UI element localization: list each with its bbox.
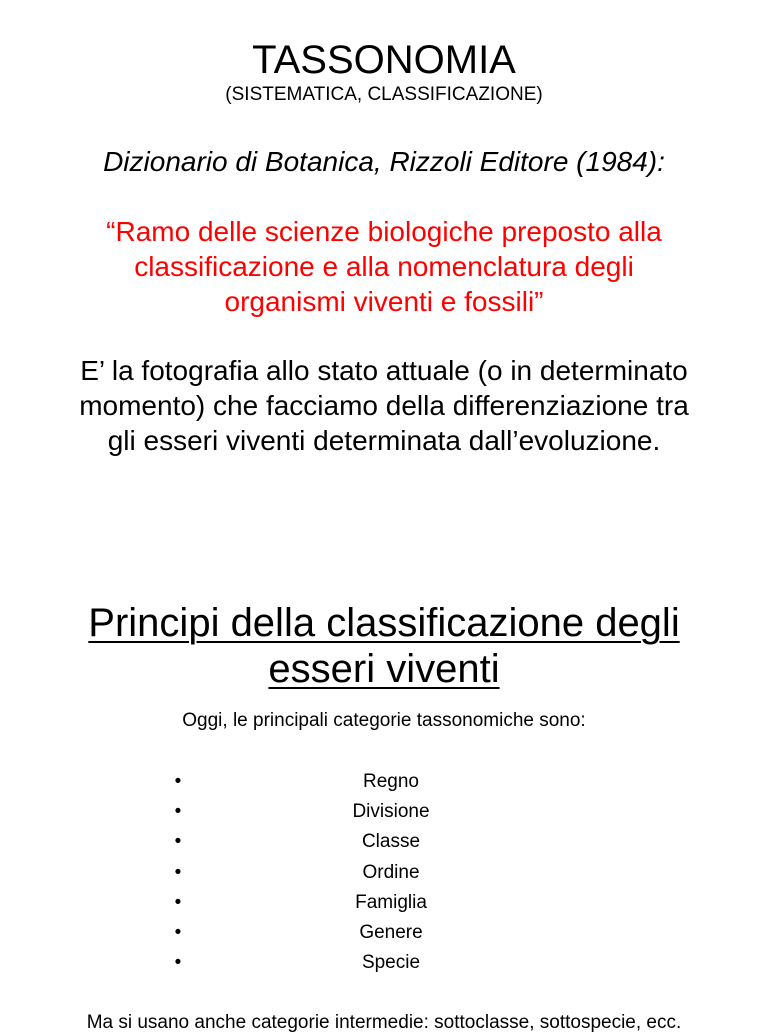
quote-line: classificazione e alla nomenclatura degli bbox=[134, 251, 634, 282]
category-label: Classe bbox=[361, 831, 421, 853]
definition-quote bbox=[0, 214, 768, 319]
category-label: Genere bbox=[359, 921, 423, 943]
category-label: Famiglia bbox=[355, 891, 427, 913]
definition-paragraph bbox=[0, 353, 768, 458]
list-item bbox=[0, 858, 768, 888]
quote-line: “Ramo delle scienze biologiche preposto alla bbox=[106, 216, 662, 247]
page-title: TASSONOMIA bbox=[252, 38, 516, 82]
page-subtitle: (SISTEMATICA, CLASSIFICAZIONE) bbox=[225, 84, 543, 105]
definition-line: momento) che facciamo della differenziazione tra bbox=[79, 390, 689, 421]
list-item bbox=[0, 797, 768, 827]
bullet-icon: • bbox=[174, 861, 182, 883]
list-item bbox=[0, 888, 768, 918]
bullet-icon: • bbox=[174, 771, 182, 792]
footer-note: Ma si usano anche categorie intermedie: sottoclasse, sottospecie, ecc. bbox=[86, 1012, 682, 1033]
category-label: Regno bbox=[363, 771, 419, 792]
list-item bbox=[0, 948, 768, 978]
category-label: Divisione bbox=[352, 801, 430, 823]
bullet-icon: • bbox=[174, 891, 182, 913]
bullet-icon: • bbox=[174, 952, 182, 974]
quote-line: organismi viventi e fossili” bbox=[224, 286, 544, 317]
categories-intro: Oggi, le principali categorie tassonomiche sono: bbox=[182, 710, 586, 731]
bullet-icon: • bbox=[174, 831, 182, 853]
definition-line: gli esseri viventi determinata dall’evoluzione. bbox=[107, 425, 661, 456]
bullet-icon: • bbox=[174, 801, 182, 823]
section-heading bbox=[0, 600, 768, 692]
section-heading-line: Principi della classificazione degli bbox=[88, 601, 680, 645]
category-label: Specie bbox=[361, 952, 421, 974]
category-list bbox=[0, 767, 768, 978]
list-item bbox=[0, 767, 768, 797]
list-item bbox=[0, 827, 768, 857]
definition-line: E’ la fotografia allo stato attuale (o in determinato bbox=[80, 355, 688, 386]
list-item bbox=[0, 918, 768, 948]
category-label: Ordine bbox=[362, 861, 420, 883]
source-citation: Dizionario di Botanica, Rizzoli Editore (1984): bbox=[103, 146, 665, 177]
bullet-icon: • bbox=[174, 921, 182, 943]
section-heading-line: esseri viventi bbox=[268, 647, 500, 691]
